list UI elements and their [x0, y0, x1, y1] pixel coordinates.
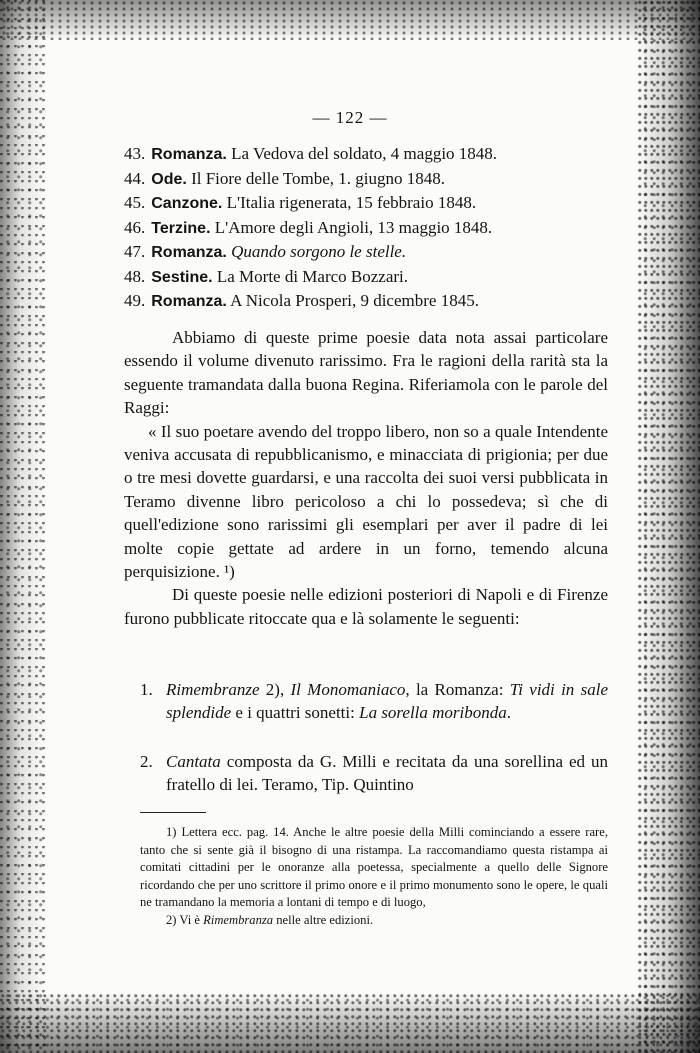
list-item — [124, 167, 594, 192]
scan-edge-top — [0, 0, 700, 40]
footnote — [140, 912, 608, 930]
poem-title: La Vedova del soldato, 4 maggio 1848. — [226, 144, 498, 163]
poem-kind: Romanza. — [151, 244, 227, 261]
item-text-segment: composta da G. Milli e recitata da una sorellina ed un fratello di lei. Teramo, Tip. Quintino — [166, 752, 608, 795]
numbered-item — [140, 678, 608, 725]
item-number: 1. — [140, 680, 153, 699]
footnote: 1) Lettera ecc. pag. 14. Anche le altre poesie della Milli cominciando a essere rare, tanto che si sente già il bisogno di una ristampa. La raccomandiamo questa ristampa ai comitati cittadini per le onoranze alla poetessa, specialmente a quello delle Signore ricordando che per uno scrittore il primo onore e il primo monumento sono le opere, le quali ne tramandano la memoria a lontani di tempo e di luogo, — [140, 825, 608, 909]
scan-edge-left — [0, 0, 46, 1053]
list-item — [124, 289, 594, 314]
poem-title: Quando sorgono le stelle. — [231, 242, 407, 261]
paragraph: Abbiamo di queste prime poesie data nota assai particolare essendo il volume divenuto rarissimo. Fra le ragioni della rarità sta la seguente tramandata dalla buona Regina. Riferiamola con le parole del Raggi: — [124, 328, 608, 418]
poem-kind: Terzine. — [151, 219, 211, 237]
footnote-rule — [140, 812, 206, 813]
footnote-label: 2) Vi è — [166, 912, 204, 927]
poem-kind: Canzone. — [151, 195, 223, 212]
page-number: — 122 — — [312, 108, 388, 127]
list-item — [124, 216, 594, 241]
body-text — [124, 326, 608, 630]
list-item — [124, 265, 594, 290]
work-title: Cantata — [166, 752, 221, 771]
quotation: « Il suo poetare avendo del troppo libero, non so a quale Intendente veniva accusata di repubblicanismo, e minacciata di prigionia; per due o tre mesi dovette guardarsi, e una raccolta dei suoi versi pubblicata in Teramo divenne libro pericoloso a chi lo possedeva; sì che di quell'edizione sono rarissimi gli esemplari per aver il padre di lei molte copie gettate ad ardere in un forno, temendo alcuna perquisizione. ¹) — [124, 421, 608, 582]
item-number: 45. — [124, 193, 146, 212]
scan-edge-right — [638, 0, 700, 1053]
item-number: 2. — [140, 752, 153, 771]
item-number: 44. — [124, 168, 146, 188]
work-title: Il Monomaniaco — [290, 680, 406, 699]
poem-title: A Nicola Prosperi, 9 dicembre 1845. — [226, 291, 479, 310]
scan-edge-bottom — [0, 993, 700, 1053]
work-title: Ti vidi in sale splendide — [166, 680, 608, 723]
poem-list — [124, 142, 594, 314]
footnote-text: nelle altre edizioni. — [273, 912, 374, 927]
poem-kind: Romanza. — [151, 293, 227, 310]
poem-title: L'Amore degli Angioli, 13 maggio 1848. — [210, 217, 493, 237]
item-number: 49. — [124, 291, 146, 310]
item-text-segment: , la Romanza: — [405, 680, 510, 699]
poem-title: L'Italia rigenerata, 15 febbraio 1848. — [222, 193, 477, 212]
poem-kind: Romanza. — [151, 146, 227, 163]
item-number: 43. — [124, 144, 146, 163]
paragraph: Di queste poesie nelle edizioni posteriori di Napoli e di Firenze furono pubblicate ritoccate qua e là solamente le seguenti: — [124, 585, 608, 628]
item-text — [166, 678, 608, 725]
list-item — [124, 240, 594, 265]
item-number: 46. — [124, 217, 146, 237]
list-item — [124, 142, 594, 167]
footnotes — [140, 824, 608, 929]
item-text — [166, 750, 608, 797]
item-number: 48. — [124, 266, 146, 286]
poem-title: La Morte di Marco Bozzari. — [212, 266, 409, 286]
list-item — [124, 191, 594, 216]
poem-kind: Ode. — [151, 170, 187, 188]
item-number: 47. — [124, 242, 146, 261]
work-title: Rimembranza — [203, 912, 274, 927]
numbered-item — [140, 750, 608, 797]
poem-kind: Sestine. — [151, 268, 213, 286]
poem-title: Il Fiore delle Tombe, 1. giugno 1848. — [186, 168, 445, 188]
item-text-segment: e i quattri sonetti: — [231, 703, 360, 723]
footnote-ref: 2), — [259, 680, 291, 699]
work-title: Rimembranze — [166, 680, 260, 699]
work-title: La sorella moribonda — [359, 703, 507, 723]
item-text-segment: . — [506, 703, 512, 723]
